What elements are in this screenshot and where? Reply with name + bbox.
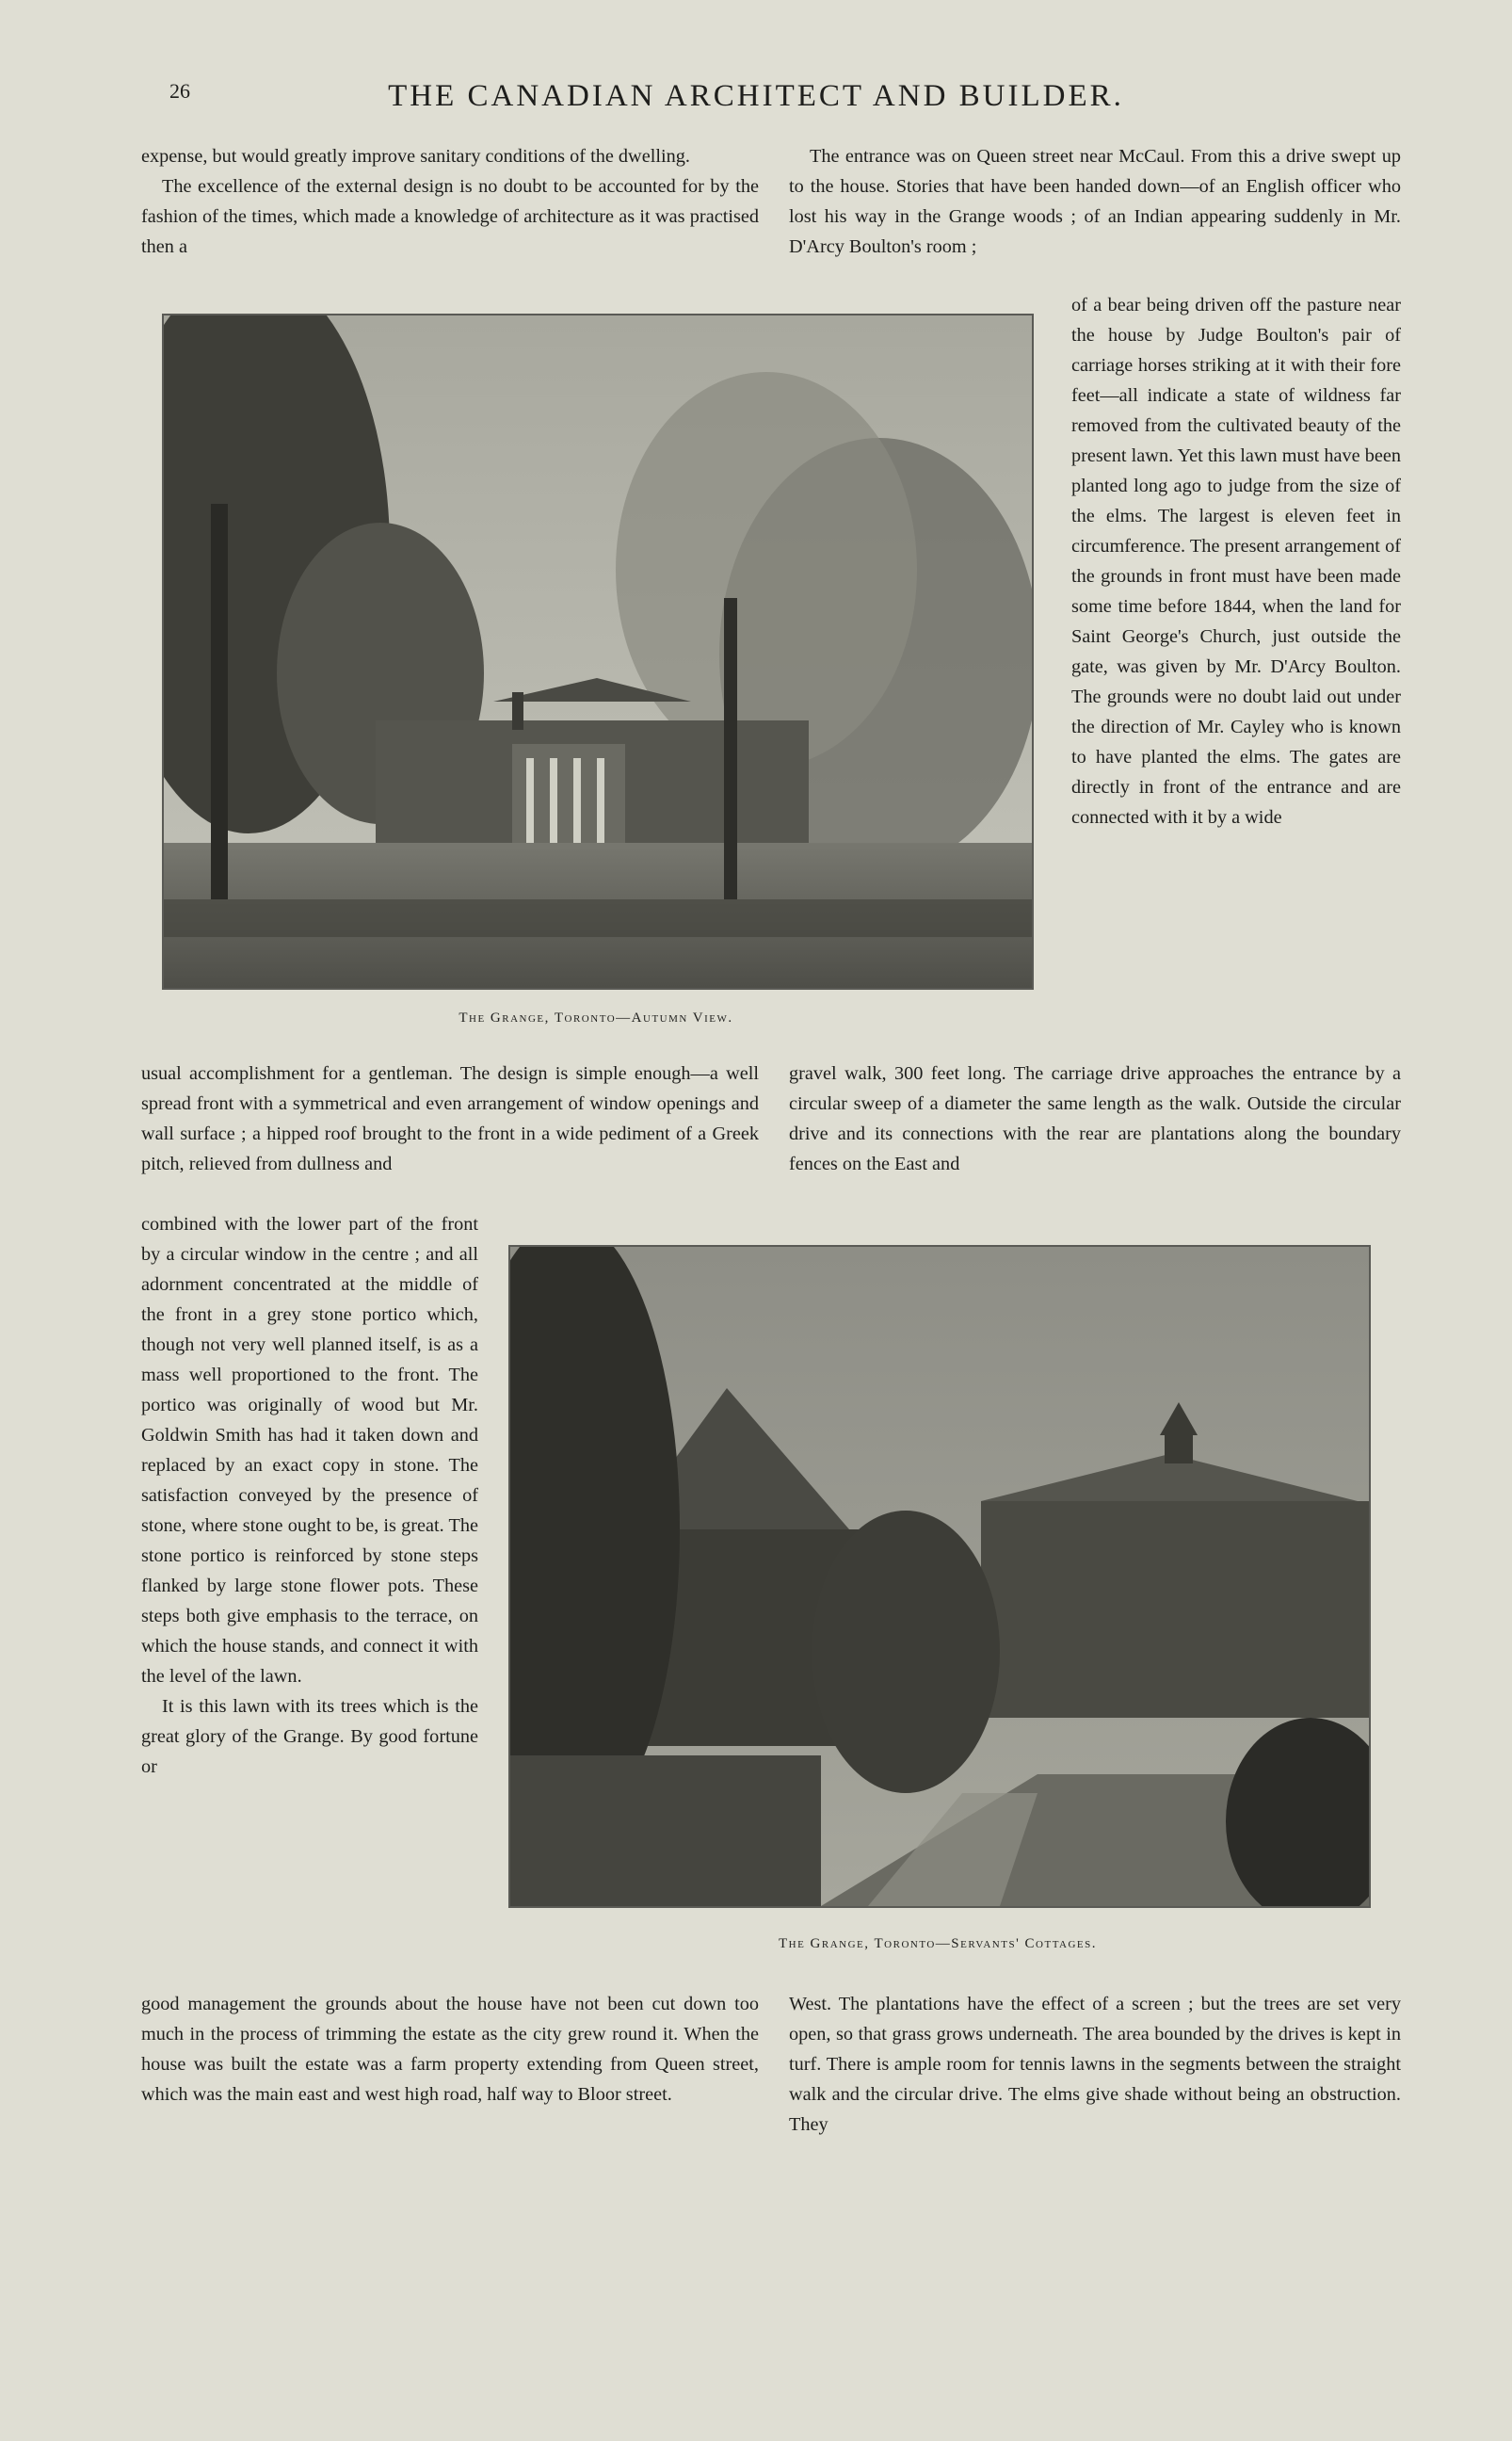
photo-grange-servants-cottages <box>508 1245 1371 1908</box>
text-column-left-top <box>141 141 759 262</box>
text-column-left-mid <box>141 1059 759 1179</box>
text-column-right-mid <box>789 1059 1401 1179</box>
paragraph: It is this lawn with its trees which is the great glory of the Grange. By good fortune or <box>141 1696 478 1777</box>
photo-grange-autumn-view <box>162 314 1034 990</box>
paragraph: West. The plantations have the effect of a screen ; but the trees are set very open, so that grass grows underneath. The area bounded by the drives is kept in turf. There is ample room for tennis lawns in the segments between the straight walk and the circular drive. The elms give shade without being an obstruction. They <box>789 1994 1401 2135</box>
text-column-right-narrow <box>1071 290 1401 833</box>
figure-caption-servants-cottages: The Grange, Toronto—Servants' Cottages. <box>778 1936 1098 1951</box>
text-column-left-bottom <box>141 1989 759 2110</box>
paragraph: The excellence of the external design is no doubt to be accounted for by the fashion of the times, which made a knowledge of architecture as it was practised then a <box>141 176 759 257</box>
photo-grange-autumn-image <box>164 315 1032 988</box>
paragraph: combined with the lower part of the front by a circular window in the centre ; and all adornment concentrated at the middle of the front in a grey stone portico which, though not very well planned itself, is as a mass well proportioned to the front. The portico was originally of wood but Mr. Goldwin Smith has had it taken down and replaced by an exact copy in stone. The satisfaction conveyed by the presence of stone, where stone ought to be, is great. The stone portico is reinforced by stone steps flanked by large stone flower pots. These steps both give emphasis to the terrace, on which the house stands, and connect it with the level of the lawn. <box>141 1214 478 1687</box>
paragraph: The entrance was on Queen street near McCaul. From this a drive swept up to the house. Stories that have been handed down—of an English officer who lost his way in the Grange woods ; of an Indian appearing suddenly in Mr. D'Arcy Boulton's room ; <box>789 146 1401 257</box>
paragraph: expense, but would greatly improve sanitary conditions of the dwelling. <box>141 146 690 167</box>
text-column-right-bottom <box>789 1989 1401 2140</box>
text-column-right-top <box>789 141 1401 262</box>
paragraph: good management the grounds about the house have not been cut down too much in the process of trimming the estate as the city grew round it. When the house was built the estate was a farm property extending from Queen street, which was the main east and west high road, half way to Bloor street. <box>141 1994 759 2105</box>
page-number: 26 <box>169 79 190 103</box>
running-title: THE CANADIAN ARCHITECT AND BUILDER. <box>388 79 1124 113</box>
photo-servants-cottages-image <box>510 1247 1369 1906</box>
figure-caption-autumn: The Grange, Toronto—Autumn View. <box>458 1010 733 1026</box>
paragraph: of a bear being driven off the pasture near the house by Judge Boulton's pair of carriage horses striking at it with their fore feet—all indicate a state of wildness far removed from the cultivated beauty of the present lawn. Yet this lawn must have been planted long ago to judge from the size of the elms. The largest is eleven feet in circumference. The present arrangement of the grounds in front must have been made some time before 1844, when the land for Saint George's Church, just outside the gate, was given by Mr. D'Arcy Boulton. The grounds were no doubt laid out under the direction of Mr. Cayley who is known to have planted the elms. The gates are directly in front of the entrance and are connected with it by a wide <box>1071 295 1401 828</box>
paragraph: usual accomplishment for a gentleman. The design is simple enough—a well spread front with a symmetrical and even arrangement of window openings and wall surface ; a hipped roof brought to the front in a wide pediment of a Greek pitch, relieved from dullness and <box>141 1063 759 1174</box>
text-column-left-narrow <box>141 1209 478 1782</box>
paragraph: gravel walk, 300 feet long. The carriage drive approaches the entrance by a circular sweep of a diameter the same length as the walk. Outside the circular drive and its connections with the rear are plantations along the boundary fences on the East and <box>789 1063 1401 1174</box>
